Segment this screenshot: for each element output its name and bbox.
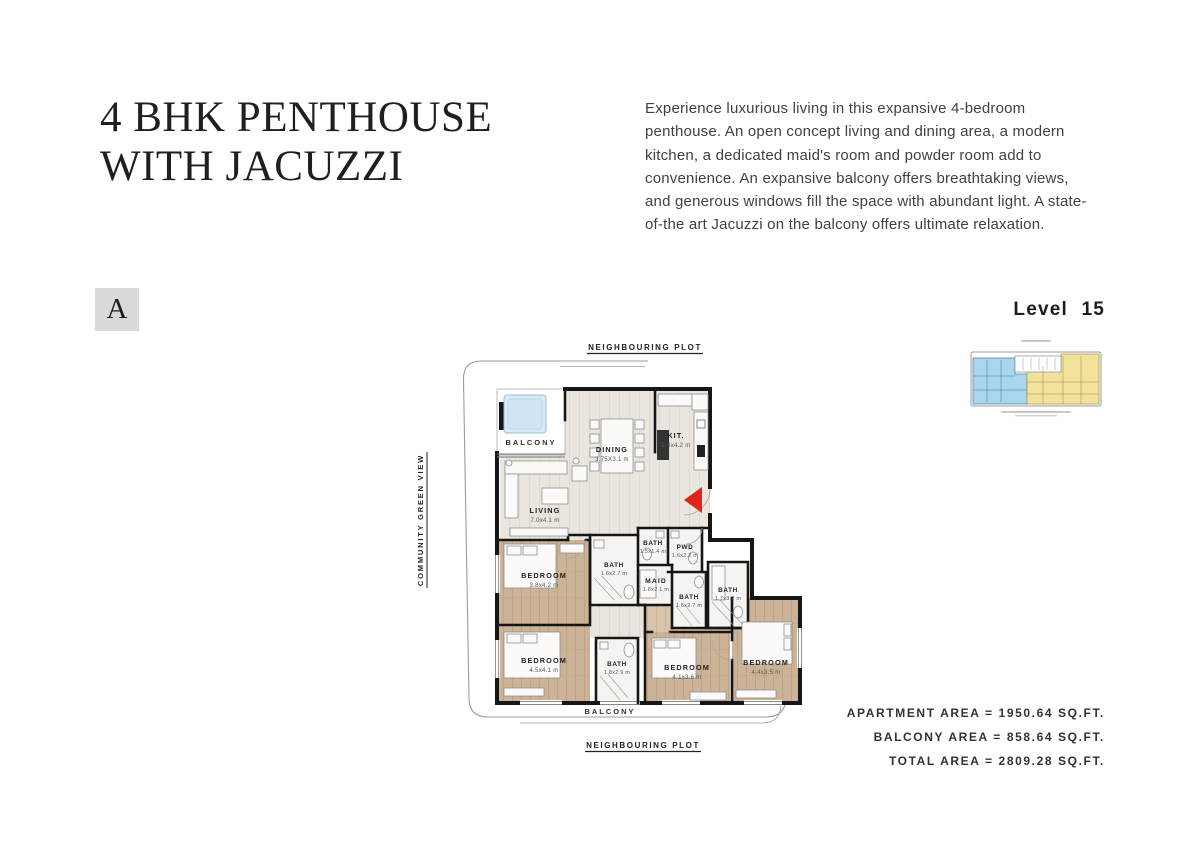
core-band (1015, 356, 1061, 372)
svg-text:4.4x3.5 m: 4.4x3.5 m (751, 670, 781, 676)
neighbouring-plot-label-bottom: NEIGHBOURING PLOT (586, 741, 700, 750)
svg-text:BATH: BATH (679, 594, 699, 601)
apartment-area: APARTMENT AREA = 1950.64 SQ.FT. (846, 706, 1105, 720)
svg-text:2.4x4.2 m: 2.4x4.2 m (661, 443, 691, 449)
svg-text:3.75X3.1 m: 3.75X3.1 m (595, 457, 629, 463)
page-title (100, 94, 492, 191)
level-label: Level 15 (1013, 299, 1105, 320)
thumbnail-caption-top (1021, 340, 1051, 342)
svg-text:BEDROOM: BEDROOM (743, 658, 789, 667)
jacuzzi (499, 395, 546, 433)
svg-text:BEDROOM: BEDROOM (664, 663, 710, 672)
svg-text:4.5x4.1 m: 4.5x4.1 m (529, 668, 559, 674)
neighbouring-plot-label-top: NEIGHBOURING PLOT (588, 343, 702, 352)
page-title-line1: 4 BHK PENTHOUSE (100, 94, 493, 141)
svg-text:1.8x2.1 m: 1.8x2.1 m (642, 587, 670, 593)
key-plan-thumbnail (963, 336, 1108, 420)
svg-text:KIT.: KIT. (667, 431, 685, 440)
total-area: TOTAL AREA = 2809.28 SQ.FT. (888, 754, 1105, 768)
community-green-view-label (416, 452, 427, 588)
svg-text:MAID: MAID (645, 578, 667, 585)
svg-text:1.8x2.9 m: 1.8x2.9 m (603, 670, 631, 676)
page-title-line2: WITH JACUZZI (100, 142, 404, 190)
svg-text:1.6x2.7 m: 1.6x2.7 m (675, 603, 703, 609)
svg-text:3.8x4.2 m: 3.8x4.2 m (529, 583, 559, 589)
balcony-label-bottom: BALCONY (584, 707, 636, 716)
svg-text:1.5x1.4 m: 1.5x1.4 m (639, 549, 667, 555)
svg-text:COMMUNITY GREEN VIEW: COMMUNITY GREEN VIEW (416, 453, 425, 587)
svg-text:1.7x3.2 m: 1.7x3.2 m (714, 596, 742, 602)
svg-text:1.8x2.7 m: 1.8x2.7 m (600, 571, 628, 577)
svg-text:7.0x4.1 m: 7.0x4.1 m (530, 518, 560, 524)
hall-floor (590, 605, 645, 638)
svg-text:BATH: BATH (604, 562, 624, 569)
area-summary (700, 702, 1105, 774)
svg-text:BATH: BATH (643, 540, 663, 547)
thumbnail-caption-bottom-2 (1015, 415, 1057, 416)
svg-text:BEDROOM: BEDROOM (521, 656, 567, 665)
unit-type-badge: A (95, 288, 139, 331)
unit-description: Experience luxurious living in this expansive 4-bedroom penthouse. An open concept living and dining area, a modern kitchen, a dedicated maid's room and powder room add to convenience. An expansive balcony offers breathtaking views, and generous windows fill the space with abundant light. A state-of-the art Jacuzzi on the balcony offers ultimate relaxation. (645, 100, 1087, 234)
svg-text:BATH: BATH (607, 661, 627, 668)
svg-text:LIVING: LIVING (529, 506, 561, 515)
thumbnail-caption-bottom-1 (1001, 411, 1071, 413)
svg-text:PWD: PWD (676, 544, 694, 551)
balcony-area: BALCONY AREA = 858.64 SQ.FT. (873, 729, 1105, 744)
svg-text:DINING: DINING (595, 445, 629, 454)
balcony-label-top: BALCONY (505, 438, 557, 447)
svg-text:4.1x3.6 m: 4.1x3.6 m (672, 675, 702, 681)
svg-text:BATH: BATH (718, 587, 738, 594)
svg-text:BEDROOM: BEDROOM (521, 571, 567, 580)
svg-text:1.6x2.2 m: 1.6x2.2 m (671, 553, 699, 559)
